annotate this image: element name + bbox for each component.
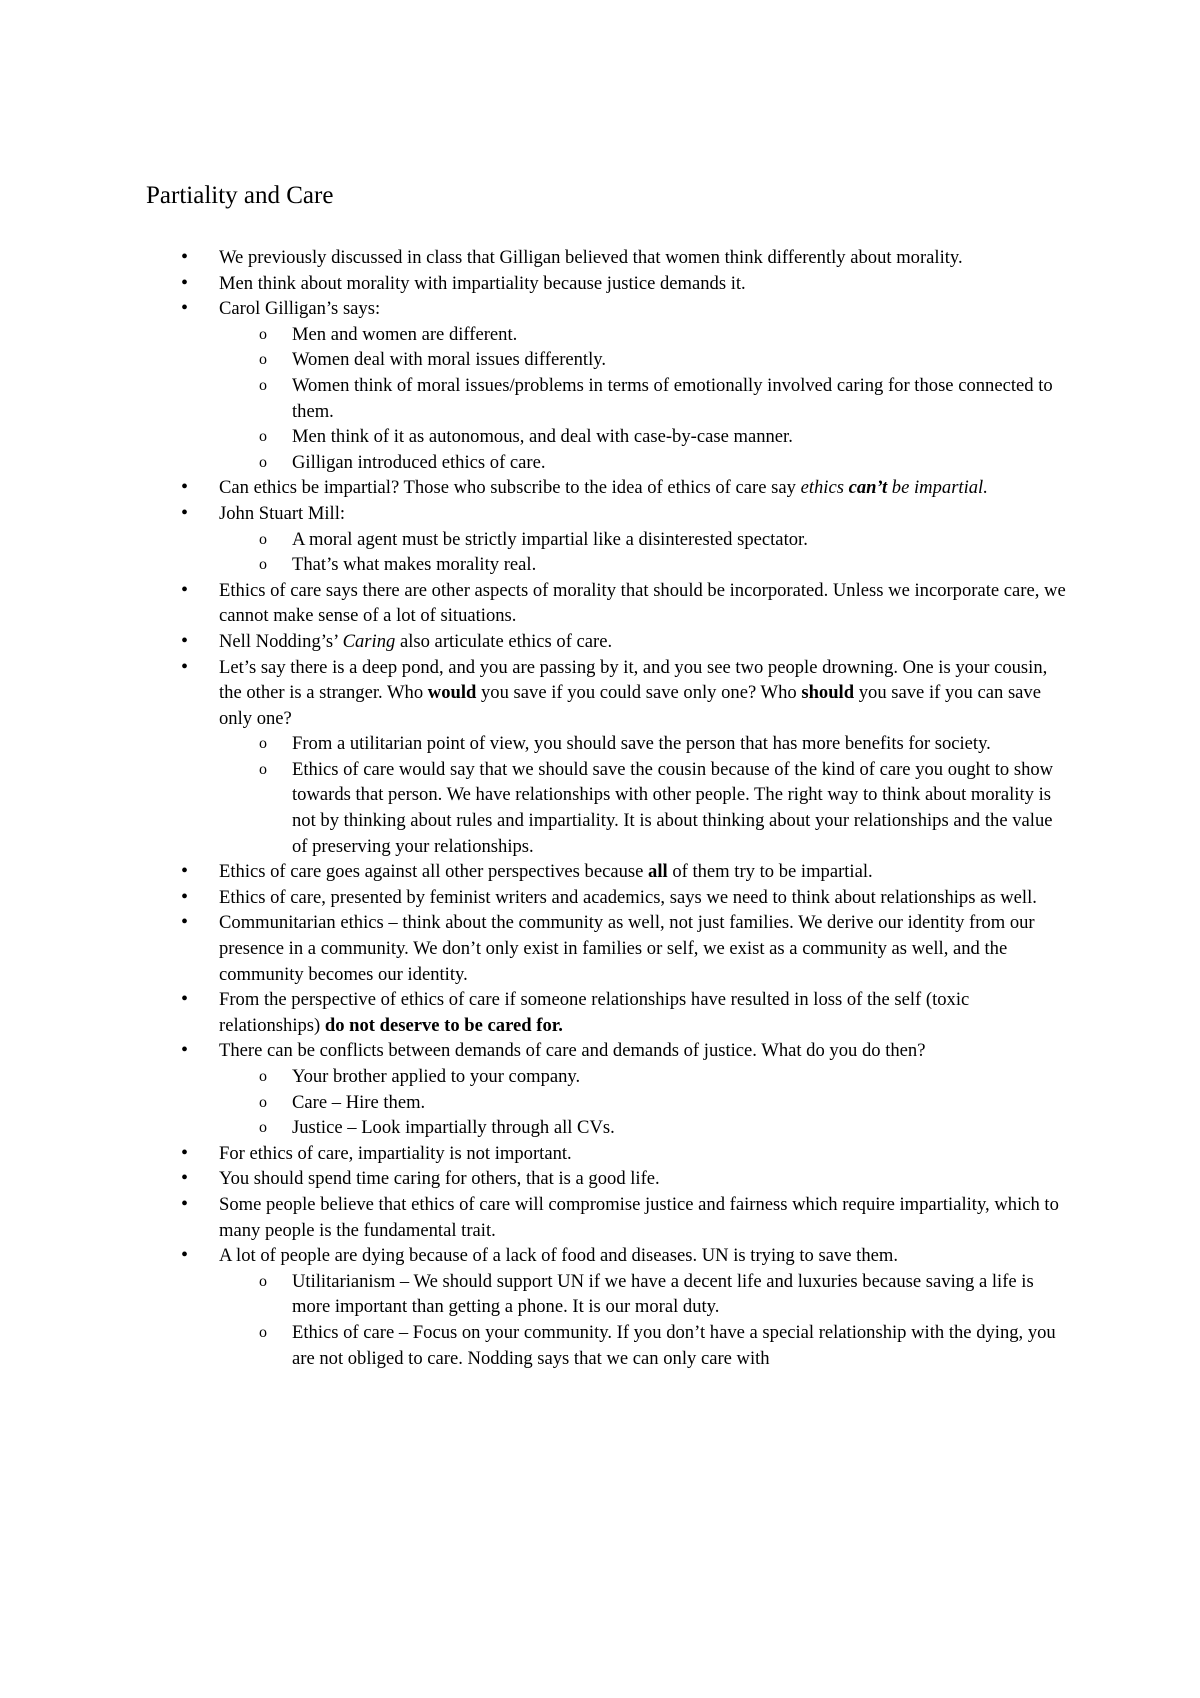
bold-text: should (801, 682, 855, 704)
sub-list-item-text: That’s what makes morality real. (292, 554, 537, 576)
sub-list-item (292, 373, 1069, 424)
strong-emphasis-text: can’t (848, 477, 888, 499)
list-item (0, 1141, 1069, 1167)
sub-list-item (292, 1269, 1069, 1320)
list-item-text: Ethics of care, presented by feminist writers and academics, says we need to think about relationships as well. (219, 886, 1037, 908)
bold-text: do not deserve to be cared for. (324, 1014, 563, 1036)
list-item (0, 1192, 1069, 1243)
sub-list-item (292, 322, 1069, 348)
list-item-text: From the perspective of ethics of care if someone relationships have resulted in loss of the self (toxic relationships) (219, 989, 970, 1036)
list-item-text: you save if you can save only one? (219, 682, 1041, 729)
list-item-text: John Stuart Mill: (219, 502, 346, 524)
sub-list-item-text: Your brother applied to your company. (292, 1066, 581, 1087)
list-item-text: you save if you could save only one? Who (476, 682, 802, 704)
sub-list-item (292, 1115, 1069, 1141)
sub-list-item (292, 527, 1069, 553)
list-item (0, 910, 1069, 987)
sub-list-item-text: Women think of moral issues/problems in terms of emotionally involved caring for those connected to them. (292, 374, 1053, 422)
list-item-text: For ethics of care, impartiality is not important. (219, 1142, 572, 1164)
sub-list-item (292, 1320, 1069, 1371)
sub-list-item (292, 1090, 1069, 1116)
sub-list-item-text: Men think of it as autonomous, and deal with case-by-case manner. (292, 426, 793, 448)
list-item (0, 859, 1069, 885)
sub-list-item-text: Gilligan introduced ethics of care. (292, 451, 546, 473)
emphasis-text: be impartial. (887, 477, 988, 499)
list-item-text: Communitarian ethics – think about the community as well, not just families. We derive our identity from our presence in a community. We don’t only exist in families or self, we exist as a community as well, and the community becomes our identity. (219, 912, 1035, 985)
list-item (0, 296, 1069, 475)
list-item (0, 1166, 1069, 1192)
list-item-text: We previously discussed in class that Gilligan believed that women think differently about morality. (219, 247, 963, 268)
sub-list-item (292, 757, 1069, 859)
list-item (0, 475, 1069, 501)
list-item (0, 1038, 1069, 1140)
list-item-text: Some people believe that ethics of care will compromise justice and fairness which require impartiality, which to many people is the fundamental trait. (219, 1193, 1059, 1241)
sub-list (219, 1269, 1069, 1371)
page-title: Partiality and Care (146, 182, 334, 209)
sub-list-item (292, 731, 1069, 757)
sub-list-item (292, 552, 1069, 578)
list-item-text: You should spend time caring for others, that is a good life. (219, 1168, 660, 1190)
sub-list-item-text: Care – Hire them. (292, 1091, 426, 1113)
emphasis-text: ethics (800, 477, 849, 499)
sub-list-item-text: Justice – Look impartially through all CVs. (292, 1117, 615, 1139)
bold-text: all (648, 861, 668, 883)
sub-list-item-text: Men and women are different. (292, 323, 518, 345)
list-item (0, 987, 1069, 1038)
list-item (0, 655, 1069, 860)
list-item (0, 245, 1069, 271)
list-item-text: of them try to be impartial. (667, 861, 873, 883)
list-item-text: also articulate ethics of care. (395, 630, 613, 652)
sub-list (219, 322, 1069, 476)
sub-list-item-text: From a utilitarian point of view, you should save the person that has more benefits for society. (292, 733, 991, 755)
list-item-text: Ethics of care goes against all other perspectives because (219, 861, 649, 883)
sub-list (219, 731, 1069, 859)
list-item-text: Carol Gilligan’s says: (219, 298, 381, 320)
sub-list-item-text: Women deal with moral issues differently. (292, 349, 607, 371)
sub-list-item (292, 347, 1069, 373)
list-item (0, 578, 1069, 629)
list-item-text: Let’s say there is a deep pond, and you are passing by it, and you see two people drowning. One is your cousin, the other is a stranger. Who (219, 656, 1048, 704)
sub-list (219, 527, 1069, 578)
book-title: Caring (342, 630, 396, 652)
list-item-text: There can be conflicts between demands of care and demands of justice. What do you do then? (219, 1040, 926, 1062)
list-item-text: Can ethics be impartial? Those who subscribe to the idea of ethics of care say (219, 477, 801, 499)
sub-list-item-text: Utilitarianism – We should support UN if we have a decent life and luxuries because saving a life is more important than getting a phone. It is our moral duty. (292, 1270, 1034, 1318)
sub-list-item (292, 424, 1069, 450)
list-item (0, 501, 1069, 578)
sub-list-item (292, 1064, 1069, 1090)
list-item (0, 885, 1069, 911)
sub-list-item-text: Ethics of care would say that we should save the cousin because of the kind of care you ought to show towards that person. We have relationships with other people. The right way to think about morality is not by thinking about rules and impartiality. It is about thinking about your relationships and the value of preserving your relationships. (292, 758, 1054, 857)
sub-list-item (292, 450, 1069, 476)
list-item-text: Ethics of care says there are other aspects of morality that should be incorporated. Unless we incorporate care, we cannot make sense of a lot of situations. (219, 579, 1066, 627)
list-item-text: Nell Nodding’s’ (219, 630, 343, 652)
list-item (0, 629, 1069, 655)
list-item (0, 1243, 1069, 1371)
sub-list-item-text: Ethics of care – Focus on your community. If you don’t have a special relationship with the dying, you are not obliged to care. Nodding says that we can only care with (292, 1321, 1056, 1369)
sub-list (219, 1064, 1069, 1141)
bold-text: would (427, 682, 477, 704)
list-item-text: A lot of people are dying because of a lack of food and diseases. UN is trying to save them. (219, 1245, 898, 1267)
list-item (0, 271, 1069, 297)
list-item-text: Men think about morality with impartiality because justice demands it. (219, 272, 746, 294)
sub-list-item-text: A moral agent must be strictly impartial like a disinterested spectator. (292, 528, 808, 550)
notes-list (0, 245, 1200, 1371)
